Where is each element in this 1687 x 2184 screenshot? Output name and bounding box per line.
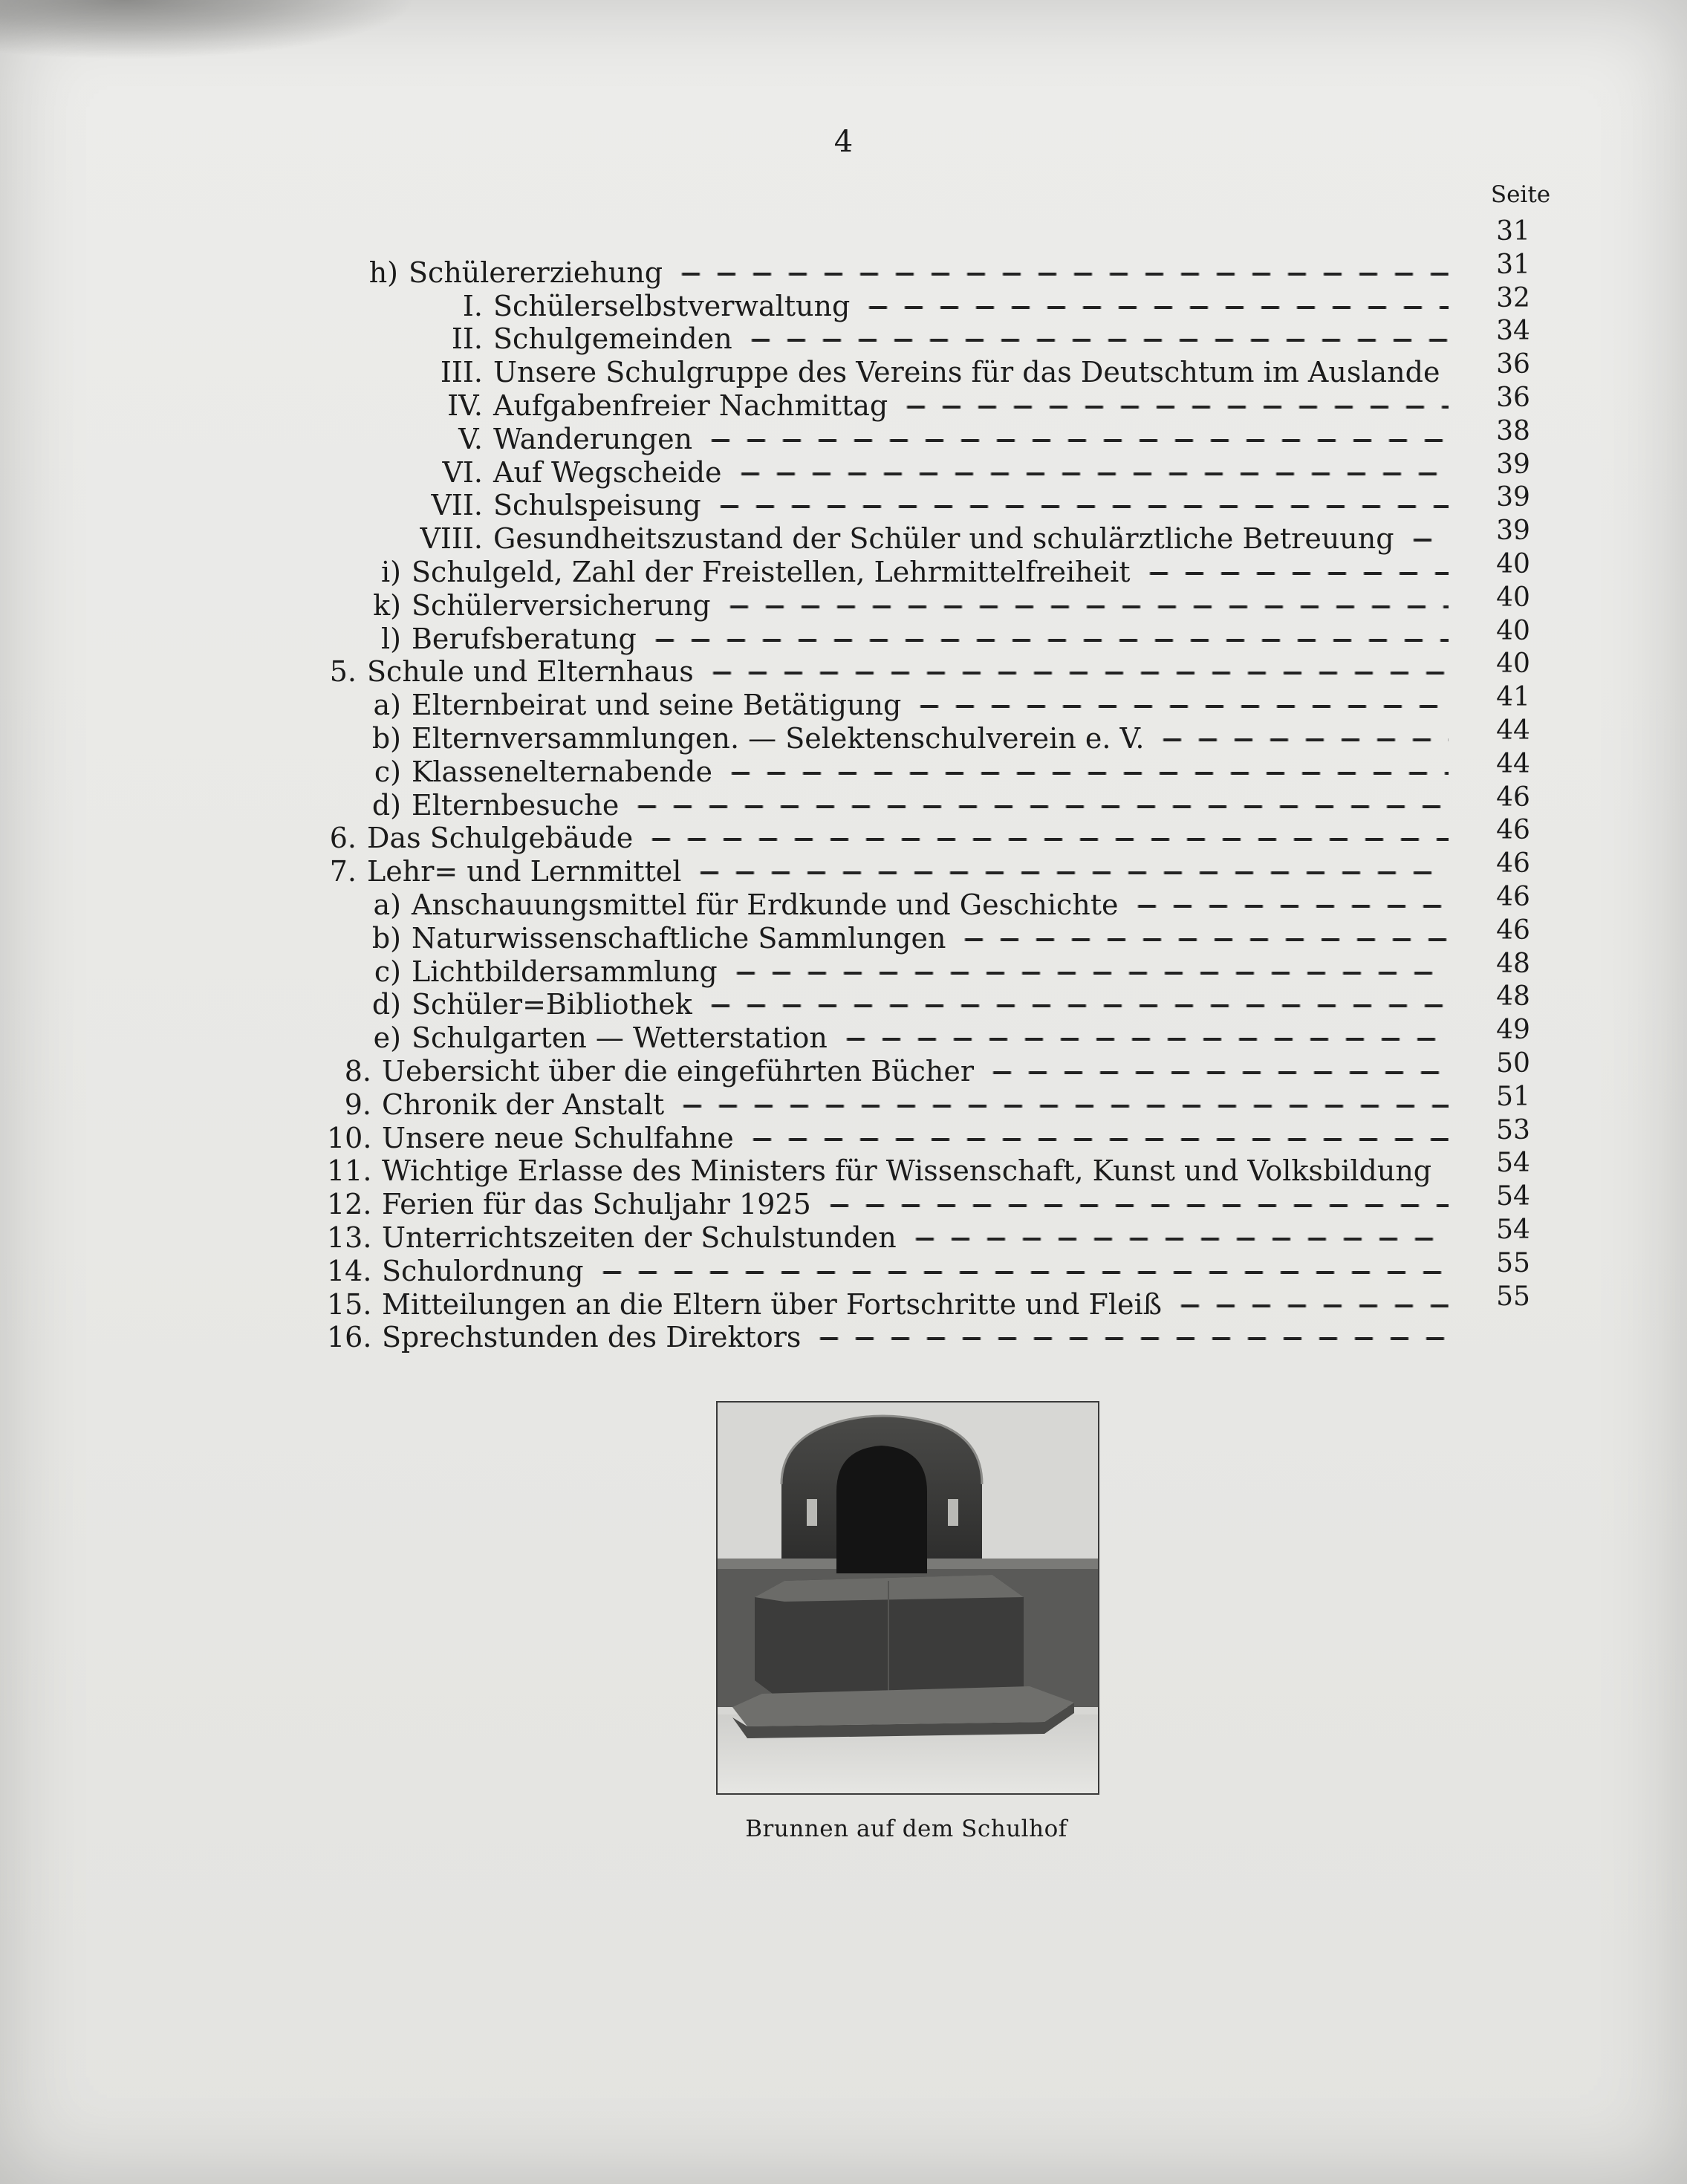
toc-entry-number: a) (373, 888, 401, 921)
toc-entry (0, 855, 1456, 888)
toc-page-number: 40 (1496, 549, 1530, 579)
toc-leader-dots (1172, 1304, 1449, 1307)
toc-entry (0, 922, 1456, 955)
toc-leader-dots (838, 1038, 1449, 1041)
toc-entry-text (364, 955, 718, 988)
toc-entry-label: Aufgabenfreier Nachmittag (493, 389, 888, 422)
toc-entry-text (364, 623, 637, 655)
toc-entry-number: c) (374, 755, 401, 788)
toc-page-number: 46 (1496, 914, 1530, 946)
toc-page-number: 44 (1496, 748, 1530, 779)
toc-leader-dots (704, 672, 1449, 675)
toc-entry-text (327, 1288, 1162, 1321)
toc-leader-dots (675, 1105, 1449, 1108)
toc-entry-text (327, 1122, 734, 1154)
toc-entry-number: e) (373, 1021, 401, 1055)
toc-entry-label: Unterrichtszeiten der Schulstunden (382, 1221, 897, 1254)
toc-entry-label: Mitteilungen an die Eltern über Fortschritte und Fleiß (382, 1287, 1163, 1321)
toc-entry-number: 8. (344, 1055, 371, 1088)
toc-entry-text (327, 855, 681, 888)
toc-entry (0, 988, 1456, 1021)
toc-leader-dots (1154, 738, 1449, 741)
toc-entry-label: Gesundheitszustand der Schüler und schulärztliche Betreuung (493, 522, 1394, 556)
toc-entry-text (416, 522, 1394, 555)
toc-page-number: 55 (1496, 1247, 1530, 1278)
toc-entry (0, 1154, 1456, 1187)
toc-entry-number: 5. (329, 655, 357, 689)
toc-entry-number: VI. (442, 455, 483, 489)
toc-entry-text (327, 1221, 897, 1254)
toc-entry-number: II. (451, 322, 483, 356)
toc-page-number: 41 (1496, 682, 1530, 713)
toc-entry (0, 589, 1456, 622)
toc-entry (0, 1321, 1456, 1353)
toc-leader-dots (629, 805, 1449, 808)
toc-page-number: 50 (1496, 1048, 1530, 1079)
toc-leader-dots (907, 1238, 1449, 1241)
toc-page-number: 51 (1496, 1081, 1530, 1112)
toc-page-number: 54 (1496, 1148, 1530, 1179)
toc-page-number: 39 (1496, 482, 1530, 513)
toc-entry (0, 789, 1456, 822)
toc-leader-dots (898, 406, 1449, 409)
toc-entry-label: Auf Wegscheide (493, 455, 722, 489)
toc-entry (0, 556, 1456, 588)
toc-entry-label: Lehr= und Lernmittel (367, 855, 682, 888)
toc-entry (0, 755, 1456, 788)
page-number: 4 (833, 125, 854, 159)
toc-entry-number: 11. (327, 1154, 372, 1188)
toc-entry-text (416, 356, 1440, 389)
toc-entry (0, 722, 1456, 755)
toc-entry-number: 15. (327, 1287, 372, 1321)
toc-entry-number: 7. (329, 855, 357, 888)
toc-leader-dots (721, 605, 1449, 608)
toc-page-number: 36 (1496, 383, 1530, 413)
toc-entry-number: 10. (327, 1121, 372, 1154)
toc-entry-number: I. (462, 289, 483, 322)
toc-entry-text (364, 755, 712, 788)
toc-entry (0, 322, 1456, 355)
toc-entry-label: Schulgeld, Zahl der Freistellen, Lehrmittelfreiheit (412, 556, 1131, 588)
toc-entry-number: 14. (327, 1254, 372, 1287)
toc-entry-label: Berufsberatung (412, 622, 637, 655)
toc-entry-text (364, 689, 901, 721)
toc-leader-dots (712, 505, 1449, 508)
toc-leader-dots (732, 472, 1449, 475)
toc-entry-number: VII. (431, 489, 483, 522)
toc-leader-dots (703, 1004, 1449, 1007)
toc-entry-number: 13. (327, 1221, 372, 1254)
toc-entry-text (327, 1154, 1431, 1187)
toc-entry-text (416, 423, 692, 455)
toc-entry-number: h) (368, 256, 398, 289)
toc-entry-label: Wichtige Erlasse des Ministers für Wissenschaft, Kunst und Volksbildung (382, 1154, 1432, 1188)
toc-entry-text (416, 389, 888, 422)
toc-page-number: 40 (1496, 649, 1530, 680)
toc-leader-dots (703, 439, 1449, 442)
toc-leader-dots (1405, 539, 1449, 542)
toc-entry-text (327, 1188, 811, 1221)
toc-page-number: 39 (1496, 516, 1530, 547)
toc-entry (0, 389, 1456, 422)
toc-leader-dots (647, 639, 1449, 642)
toc-entry-label: Ferien für das Schuljahr 1925 (382, 1188, 811, 1221)
toc-entry-label: Anschauungsmittel für Erdkunde und Geschichte (412, 888, 1119, 921)
toc-entry-number: 9. (344, 1088, 371, 1121)
toc-entry (0, 1288, 1456, 1321)
toc-page-number: 46 (1496, 848, 1530, 880)
toc-entry-text (327, 822, 633, 854)
toc-entry (0, 1221, 1456, 1254)
toc-leader-dots (743, 339, 1449, 342)
toc-entry-number: 6. (329, 822, 357, 855)
toc-entry-number: l) (381, 622, 401, 655)
toc-leader-dots (1129, 905, 1449, 908)
toc-entry (0, 522, 1456, 555)
toc-entry-label: Schulgemeinden (493, 322, 732, 356)
toc-entry-text (364, 789, 619, 822)
toc-entry-label: Chronik der Anstalt (382, 1088, 665, 1121)
toc-entry-text (327, 1321, 801, 1353)
toc-leader-dots (1141, 572, 1449, 575)
toc-page-number: 32 (1496, 282, 1530, 313)
toc-entry-text (364, 988, 692, 1021)
toc-entry (0, 290, 1456, 322)
toc-entry-label: Lichtbildersammlung (412, 955, 718, 988)
toc-entry-label: Wanderungen (493, 422, 693, 455)
toc-entry (0, 655, 1456, 688)
toc-leader-dots (594, 1271, 1449, 1274)
toc-entry-text (364, 1021, 828, 1054)
toc-entry-text (327, 1255, 584, 1287)
toc-page-number: 40 (1496, 615, 1530, 646)
toc-entry (0, 423, 1456, 455)
toc-entry-number: c) (374, 955, 401, 988)
toc-entry-number: a) (373, 689, 401, 722)
toc-entry-number: d) (371, 988, 401, 1021)
toc-entry-number: k) (373, 588, 401, 622)
toc-entry-label: Unsere neue Schulfahne (382, 1121, 734, 1154)
toc-page-number: 49 (1496, 1015, 1530, 1046)
toc-entry-number: V. (458, 422, 483, 455)
toc-leader-dots (860, 306, 1449, 309)
toc-entry (0, 256, 1456, 289)
toc-entry-number: b) (371, 921, 401, 955)
toc-page-number: 39 (1496, 449, 1530, 480)
toc-entry-label: Schülerselbstverwaltung (493, 289, 851, 322)
toc-entry-label: Schüler=Bibliothek (412, 988, 692, 1021)
toc-entry-label: Schulordnung (382, 1254, 584, 1287)
toc-page-number: 36 (1496, 349, 1530, 380)
toc-page-number: 40 (1496, 582, 1530, 613)
page-column-header: Seite (1490, 181, 1551, 208)
toc-page-number: 53 (1496, 1114, 1530, 1145)
toc-entry-label: Klassenelternabende (412, 755, 712, 788)
toc-entry-label: Das Schulgebäude (367, 822, 634, 855)
toc-page-number: 31 (1496, 216, 1530, 247)
toc-entry-text (416, 322, 732, 355)
toc-entry-text (364, 888, 1119, 921)
toc-entry-number: VIII. (420, 522, 483, 556)
toc-page-number: 54 (1496, 1215, 1530, 1245)
toc-entry (0, 623, 1456, 655)
toc-entry-text (416, 456, 722, 489)
toc-entry (0, 456, 1456, 489)
toc-entry (0, 1122, 1456, 1154)
toc-entry-label: Uebersicht über die eingeführten Bücher (382, 1055, 975, 1088)
toc-entry-label: Schule und Elternhaus (367, 655, 694, 689)
toc-page-number: 54 (1496, 1181, 1530, 1212)
toc-entry-text (327, 655, 694, 688)
toc-entry-label: Elternversammlungen. — Selektenschulverein e. V. (412, 722, 1145, 755)
toc-entry-number: i) (381, 556, 401, 588)
toc-entry (0, 356, 1456, 389)
toc-entry-number: 12. (327, 1188, 372, 1221)
toc-entry-label: Schülererziehung (409, 256, 663, 289)
toc-leader-dots (673, 273, 1449, 276)
toc-entry-text (327, 1055, 974, 1088)
toc-entry-text (327, 1088, 664, 1121)
toc-entry-label: Sprechstunden des Direktors (382, 1321, 802, 1354)
toc-page-number: 48 (1496, 948, 1530, 979)
toc-entry-text (354, 256, 663, 289)
toc-leader-dots (692, 871, 1449, 874)
toc-entry-label: Naturwissenschaftliche Sammlungen (412, 921, 946, 955)
toc-entry (0, 822, 1456, 854)
toc-page-number: 31 (1496, 249, 1530, 280)
toc-entry (0, 1055, 1456, 1088)
toc-leader-dots (956, 938, 1449, 941)
toc-entry-text (416, 489, 701, 521)
toc-page-number: 34 (1496, 316, 1530, 347)
toc-page-number: 44 (1496, 715, 1530, 746)
toc-page-number: 46 (1496, 815, 1530, 846)
toc-page-number: 38 (1496, 415, 1530, 446)
toc-leader-dots (822, 1204, 1449, 1207)
toc-entry-number: d) (371, 788, 401, 822)
toc-entry (0, 489, 1456, 521)
toc-leader-dots (643, 838, 1449, 841)
toc-entry (0, 955, 1456, 988)
toc-entry-label: Schulgarten — Wetterstation (412, 1021, 828, 1055)
toc-entry-text (416, 290, 850, 322)
toc-leader-dots (723, 772, 1449, 775)
toc-entry-text (364, 556, 1131, 588)
toc-entry (0, 1255, 1456, 1287)
toc-entry-number: b) (371, 722, 401, 755)
toc-entry-number: IV. (447, 389, 483, 422)
toc-leader-dots (811, 1337, 1449, 1340)
toc-entry (0, 689, 1456, 721)
fountain-photo (716, 1401, 1099, 1795)
toc-page-number: 46 (1496, 882, 1530, 912)
toc-entry-label: Schülerversicherung (412, 588, 711, 622)
toc-entry-text (364, 722, 1144, 755)
toc-entry-number: 16. (327, 1321, 372, 1354)
toc-entry-number: III. (440, 356, 483, 389)
toc-entry-text (364, 922, 946, 955)
toc-page-number: 55 (1496, 1281, 1530, 1312)
toc-entry (0, 1021, 1456, 1054)
toc-entry-label: Schulspeisung (493, 489, 701, 522)
toc-entry-text (364, 589, 711, 622)
toc-entry (0, 1188, 1456, 1221)
toc-entry-label: Elternbeirat und seine Betätigung (412, 689, 902, 722)
toc-page-number: 48 (1496, 981, 1530, 1013)
toc-entry-label: Unsere Schulgruppe des Vereins für das Deutschtum im Auslande (493, 356, 1440, 389)
toc-leader-dots (728, 972, 1449, 975)
toc-leader-dots (984, 1071, 1449, 1074)
toc-entry (0, 888, 1456, 921)
toc-leader-dots (911, 705, 1449, 708)
toc-entry-label: Elternbesuche (412, 788, 620, 822)
figure-caption: Brunnen auf dem Schulhof (745, 1816, 1067, 1842)
toc-leader-dots (744, 1138, 1449, 1141)
toc-page-number: 46 (1496, 781, 1530, 813)
toc-entry (0, 1088, 1456, 1121)
